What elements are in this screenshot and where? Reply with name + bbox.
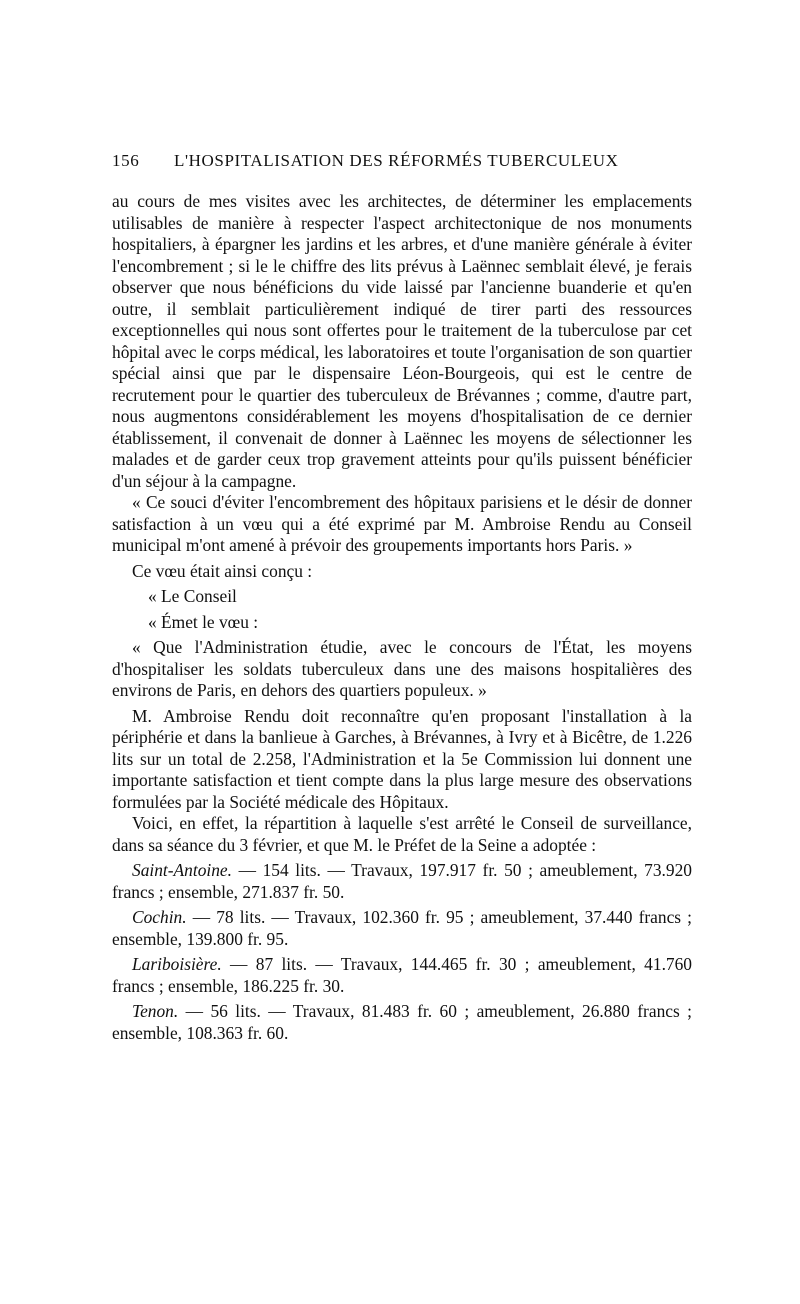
page-body	[112, 191, 692, 1044]
allocation-item	[112, 1001, 692, 1044]
paragraph-le-conseil: « Le Conseil	[148, 586, 237, 606]
allocation-detail: — 78 lits. — Travaux, 102.360 fr. 95 ; ameublement, 37.440 francs ; ensemble, 139.800 fr. 95.	[112, 907, 692, 949]
allocation-detail: — 56 lits. — Travaux, 81.483 fr. 60 ; ameublement, 26.880 francs ; ensemble, 108.363 fr. 60.	[112, 1001, 692, 1043]
paragraph-repartition: Voici, en effet, la répartition à laquelle s'est arrêté le Conseil de surveillance, dans sa séance du 3 février, et que M. le Préfet de la Seine a adoptée :	[112, 813, 692, 855]
allocation-item	[112, 954, 692, 997]
allocation-item	[112, 860, 692, 903]
page-number: 156	[112, 151, 140, 170]
running-title: L'HOSPITALISATION DES RÉFORMÉS TUBERCULEUX	[174, 151, 619, 170]
allocation-item	[112, 907, 692, 950]
running-header	[112, 151, 692, 175]
allocation-site: Lariboisière.	[132, 954, 222, 974]
allocation-site: Saint-Antoine.	[132, 860, 232, 880]
allocation-detail: — 154 lits. — Travaux, 197.917 fr. 50 ; ameublement, 73.920 francs ; ensemble, 271.837 fr. 50.	[112, 860, 692, 902]
allocation-site: Tenon.	[132, 1001, 179, 1021]
allocation-site: Cochin.	[132, 907, 187, 927]
paragraph-voeu-text: « Que l'Administration étudie, avec le concours de l'État, les moyens d'hospitaliser les soldats tuberculeux dans une des maisons hospitalières des environs de Paris, en dehors des quartiers populeux. »	[112, 637, 692, 700]
paragraph-continuation: au cours de mes visites avec les architectes, de déterminer les emplacements utilisables de manière à respecter l'aspect architectonique de nos monuments hospitaliers, à épargner les jardins et les arbres, et d'une manière générale à éviter l'encombrement ; si le le chiffre des lits prévus à Laënnec semblait élevé, je ferais observer que nous bénéficions du vide laissé par l'ancienne buanderie et qu'en outre, il semblait particulièrement indiqué de tirer parti des ressources exceptionnelles qui nous sont offertes pour le traitement de la tuberculose par cet hôpital avec le corps médical, les laboratoires et toute l'organisation de son quartier spécial ainsi que par le dispensaire Léon-Bourgeois, qui est le centre de recrutement pour le quartier des tuberculeux de Brévannes ; comme, d'autre part, nous augmentons considérablement les moyens d'hospitalisation de ce dernier établissement, il convenait de donner à Laënnec les moyens de sélectionner les malades et de garder ceux trop gravement atteints pour qu'ils puissent bénéficier d'un séjour à la campagne.	[112, 191, 692, 491]
paragraph-voeu-intro: Ce vœu était ainsi conçu :	[132, 560, 313, 581]
allocation-detail: — 87 lits. — Travaux, 144.465 fr. 30 ; ameublement, 41.760 francs ; ensemble, 186.225 fr. 30.	[112, 954, 692, 996]
paragraph-rendu: M. Ambroise Rendu doit reconnaître qu'en proposant l'installation à la périphérie et dans la banlieue à Garches, à Brévannes, à Ivry et à Bicêtre, de 1.226 lits sur un total de 2.258, l'Administration et la 5e Commission lui donnent une importante satisfaction et tient compte dans la plus large mesure des observations formulées par la Société médicale des Hôpitaux.	[112, 705, 692, 812]
paragraph-quote-encombrement: « Ce souci d'éviter l'encombrement des hôpitaux parisiens et le désir de donner satisfaction à un vœu qui a été exprimé par M. Ambroise Rendu au Conseil municipal m'ont amené à prévoir des groupements importants hors Paris. »	[112, 492, 692, 555]
paragraph-emet-le-voeu: « Émet le vœu :	[148, 611, 259, 632]
